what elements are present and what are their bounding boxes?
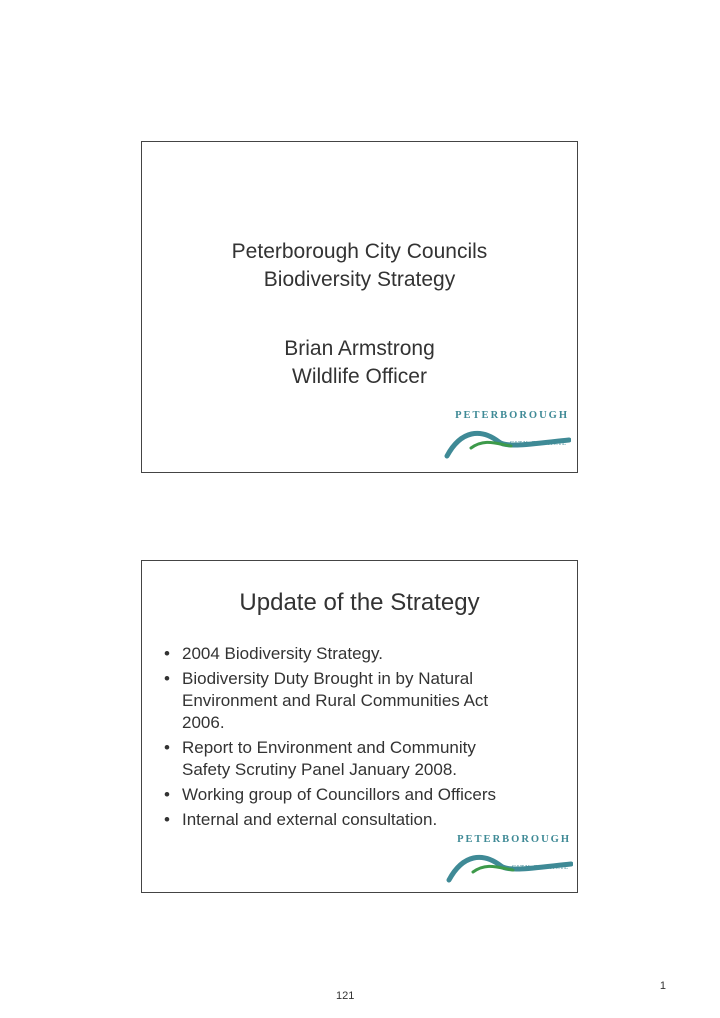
bullet-item: • 2004 Biodiversity Strategy. [164, 643, 564, 665]
author-role: Wildlife Officer [292, 365, 427, 388]
logo-sub: CITY COUNCIL [511, 864, 569, 871]
bullet-line: Report to Environment and Community [182, 738, 476, 757]
bullet-item: • Report to Environment and Community Safety Scrutiny Panel January 2008. [164, 737, 564, 781]
slide-1 [141, 141, 578, 473]
footer-number: 121 [336, 990, 355, 1002]
slide-2-title: Update of the Strategy [239, 589, 480, 616]
title-line-1: Peterborough City Councils [231, 240, 488, 263]
bullet-item: • Internal and external consultation. [164, 809, 564, 831]
logo-sub: CITY COUNCIL [509, 440, 567, 447]
bullet-line: Internal and external consultation. [182, 810, 438, 829]
slide-2 [141, 560, 578, 893]
peterborough-logo [441, 410, 571, 462]
peterborough-logo [443, 834, 573, 886]
bullet-list [164, 643, 564, 834]
slide-1-author [142, 335, 577, 391]
logo-name: PETERBOROUGH [457, 834, 571, 845]
bullet-line: 2006. [182, 713, 225, 732]
bullet-line: Working group of Councillors and Officers [182, 785, 497, 804]
slide-1-title [142, 238, 577, 294]
bullet-line: 2004 Biodiversity Strategy. [182, 644, 383, 663]
title-line-2: Biodiversity Strategy [263, 268, 456, 291]
bullet-line: Environment and Rural Communities Act [182, 691, 489, 710]
bullet-item: • Biodiversity Duty Brought in by Natural Environment and Rural Communities Act 2006. [164, 668, 564, 734]
bullet-line: Safety Scrutiny Panel January 2008. [182, 760, 457, 779]
page-number: 1 [659, 980, 666, 992]
logo-name: PETERBOROUGH [455, 410, 569, 421]
author-name: Brian Armstrong [284, 337, 435, 360]
bullet-item: • Working group of Councillors and Officers [164, 784, 564, 806]
bullet-line: Biodiversity Duty Brought in by Natural [182, 669, 474, 688]
